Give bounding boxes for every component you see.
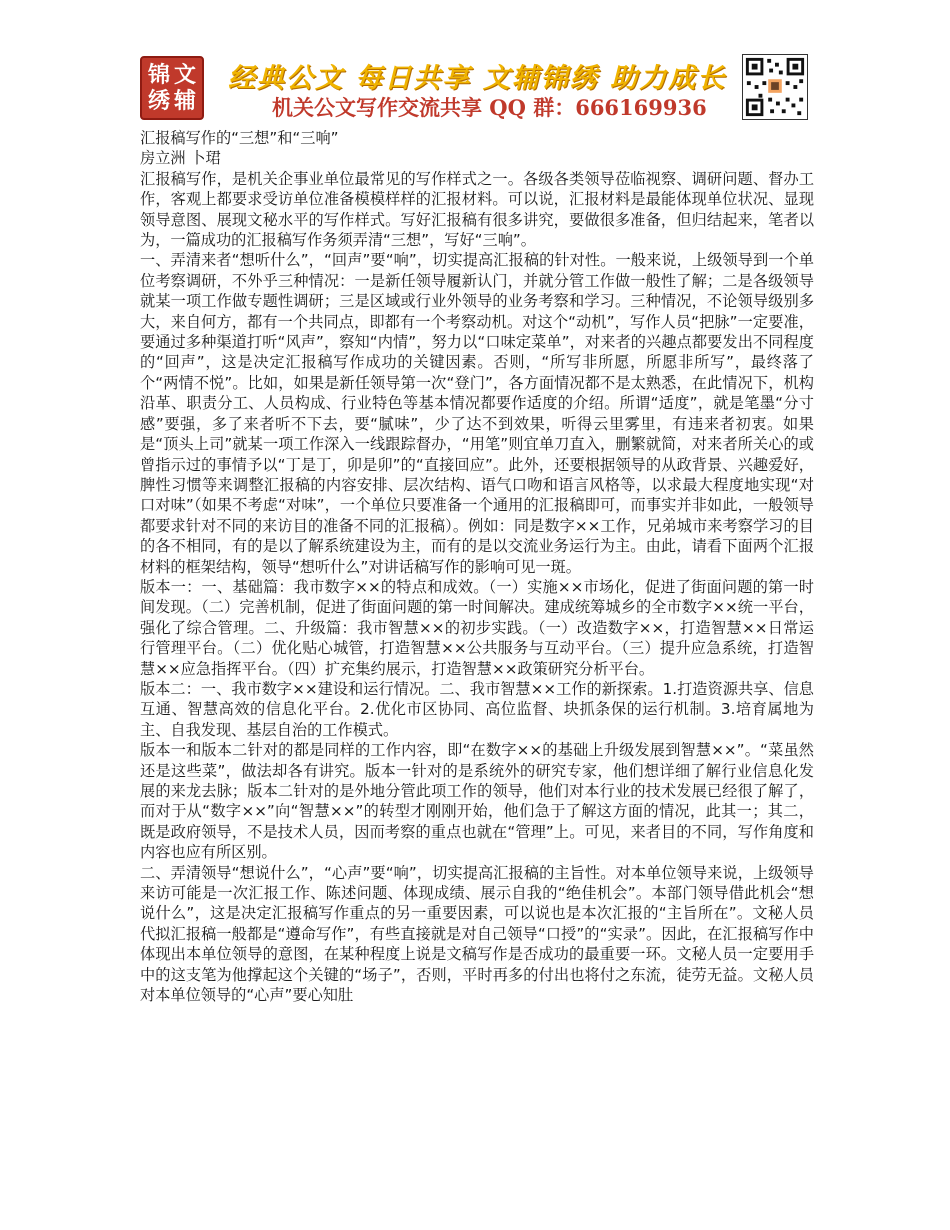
paragraph: 版本一和版本二针对的都是同样的工作内容，即“在数字××的基础上升级发展到智慧××”。“菜虽然还是这些菜”，做法却各有讲究。版本一针对的是系统外的研究专家，他们想详细了解行业信息化发展的来龙去脉；版本二针对的是外地分管此项工作的领导，他们对本行业的技术发展已经很了解了，而对于从“数字××”向“智慧××”的转型才刚刚开始，他们急于了解这方面的情况，此其一；其二，既是政府领导，不是技术人员，因而考察的重点也就在“管理”上。可见，来者目的不同，写作角度和内容也应有所区别。 — [140, 741, 814, 862]
paragraph: 版本一：一、基础篇：我市数字××的特点和成效。（一）实施××市场化，促进了街面问题的第一时间发现。（二）完善机制，促进了街面问题的第一时间解决。建成统筹城乡的全市数字××统一平台，强化了综合管理。二、升级篇：我市智慧××的初步实践。（一）改造数字××，打造智慧××日常运行管理平台。（二）优化贴心城管，打造智慧××公共服务与互动平台。（三）提升应急系统，打造智慧××应急指挥平台。（四）扩充集约展示，打造智慧××政策研究分析平台。 — [140, 577, 814, 678]
qr-code-icon — [742, 54, 808, 120]
article-title: 汇报稿写作的“三想”和“三响” — [140, 129, 339, 147]
paragraph: 版本二：一、我市数字××建设和运行情况。二、我市智慧××工作的新探索。1.打造资源共享、信息互通、智慧高效的信息化平台。2.优化市区协同、高位监督、块抓条保的运行机制。3.培育属地为主、自我发现、基层自治的工作模式。 — [140, 679, 814, 739]
seal-char: 辅 — [173, 88, 196, 114]
article-authors: 房立洲 卜珺 — [140, 149, 221, 168]
article-body — [140, 128, 814, 1005]
paragraph: 汇报稿写作，是机关企事业单位最常见的写作样式之一。各级各类领导莅临视察、调研问题、督办工作，客观上都要求受访单位准备模模样样的汇报材料。可以说，汇报材料是最能体现单位状况、显现领导意图、展现文秘水平的写作样式。写好汇报稿有很多讲究，要做很多准备，但归结起来，笔者以为，一篇成功的汇报稿写作务须弄清“三想”，写好“三响”。 — [140, 169, 814, 250]
banner-slogan: 经典公文 每日共享 文辅锦绣 助力成长 — [228, 63, 727, 94]
paragraph: 二、弄清领导“想说什么”，“心声”要“响”，切实提高汇报稿的主旨性。对本单位领导来说，上级领导来访可能是一次汇报工作、陈述问题、体现成绩、展示自我的“绝佳机会”。本部门领导借此机会“想说什么”，这是决定汇报稿写作重点的另一重要因素，可以说也是本次汇报的“主旨所在”。文秘人员代拟汇报稿一般都是“遵命写作”，有些直接就是对自己领导“口授”的“实录”。因此，在汇报稿写作中体现出本单位领导的意图，在某种程度上说是文稿写作是否成功的最重要一环。文秘人员一定要用手中的这支笔为他撑起这个关键的“场子”，否则，平时再多的付出也将付之东流，徒劳无益。文秘人员对本单位领导的“心声”要心知肚 — [140, 863, 814, 1005]
qq-group-line: 机关公文写作交流共享 QQ 群：666169936 — [272, 95, 707, 120]
seal-char: 文 — [173, 62, 196, 88]
seal-char: 绣 — [147, 88, 170, 114]
seal-char: 锦 — [147, 62, 170, 88]
banner-header — [140, 52, 810, 122]
paragraph: 一、弄清来者“想听什么”，“回声”要“响”，切实提高汇报稿的针对性。一般来说，上级领导到一个单位考察调研，不外乎三种情况：一是新任领导履新认门，并就分管工作做一般性了解；二是各级领导就某一项工作做专题性调研；三是区域或行业外领导的业务考察和学习。三种情况，不论领导级别多大，来自何方，都有一个共同点，即都有一个考察动机。对这个“动机”，写作人员“把脉”一定要准，要通过多种渠道打听“风声”，察知“内情”，努力以“口味定菜单”，对来者的兴趣点都要发出不同程度的“回声”，这是决定汇报稿写作成功的关键因素。否则，“所写非所愿，所愿非所写”，最终落了个“两情不悦”。比如，如果是新任领导第一次“登门”，各方面情况都不是太熟悉，在此情况下，机构沿革、职责分工、人员构成、行业特色等基本情况都要作适度的介绍。所谓“适度”，就是笔墨“分寸感”要强，多了来者听不下去，要“腻味”，少了达不到效果，听得云里雾里，有违来者初衷。如果是“顶头上司”就某一项工作深入一线跟踪督办，“用笔”则宜单刀直入，删繁就简，对来者所关心的或曾指示过的事情予以“丁是丁，卯是卯”的“直接回应”。此外，还要根据领导的从政背景、兴趣爱好，脾性习惯等来调整汇报稿的内容安排、层次结构、语气口吻和语言风格等，以求最大程度地实现“对口对味”（如果不考虑“对味”，一个单位只要准备一个通用的汇报稿即可，而事实并非如此，一般领导都要求针对不同的来访目的准备不同的汇报稿）。例如：同是数字××工作，兄弟城市来考察学习的目的各不相同，有的是以了解系统建设为主，而有的是以交流业务运行为主。由此，请看下面两个汇报材料的框架结构，领导“想听什么”对讲话稿写作的影响可见一斑。 — [140, 251, 814, 576]
brand-seal-logo — [140, 56, 204, 120]
